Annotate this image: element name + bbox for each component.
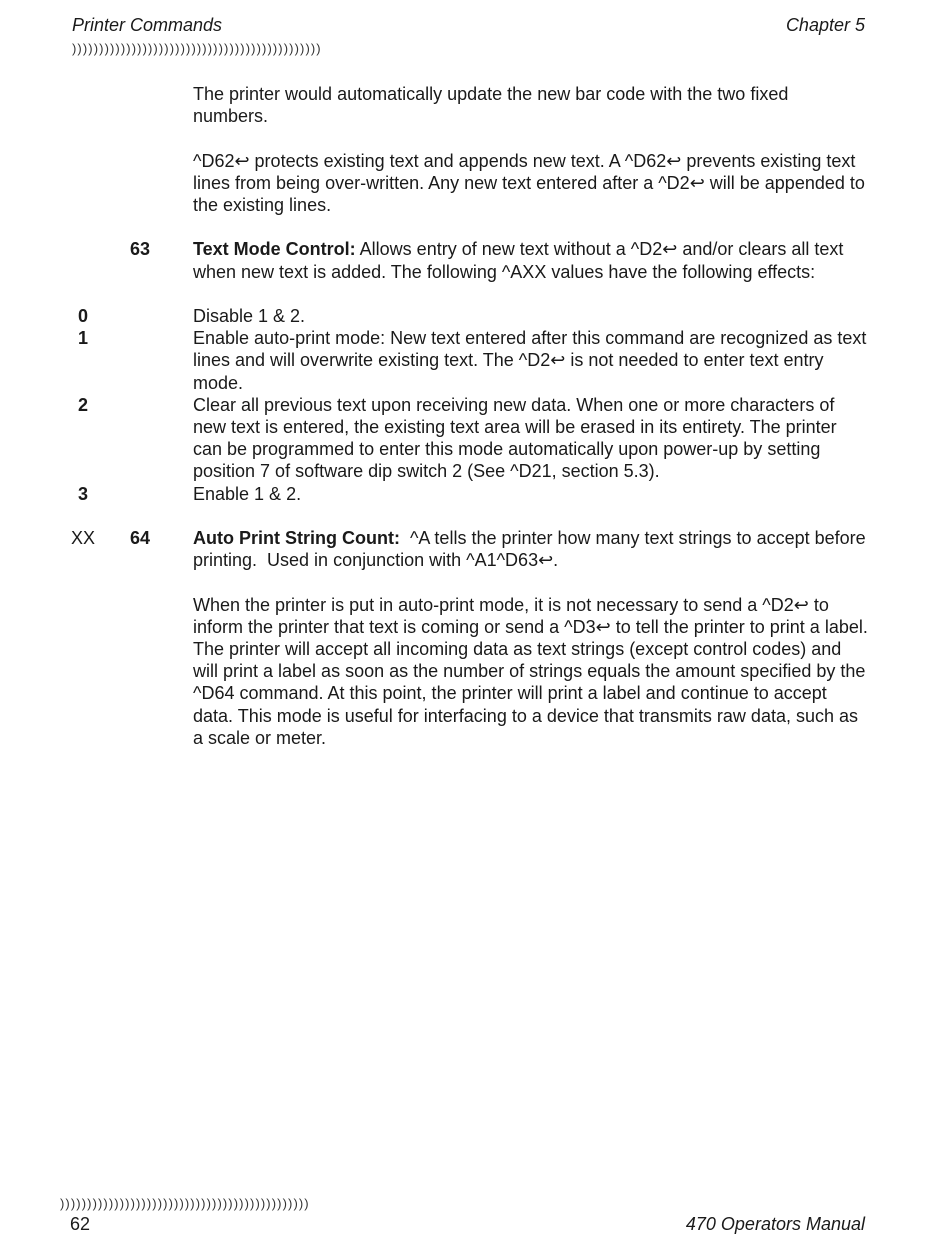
- command-number: 63: [130, 239, 151, 260]
- value-row: [0, 483, 950, 505]
- manual-title: 470 Operators Manual: [685, 1214, 865, 1234]
- value-row: [0, 305, 950, 327]
- value-key: 2: [77, 394, 88, 415]
- command-parameter: XX: [70, 528, 95, 548]
- chapter-label: Chapter 5: [785, 15, 865, 35]
- command-title: Text Mode Control:: [193, 239, 356, 260]
- value-key: 0: [77, 305, 88, 326]
- section-title: Printer Commands: [72, 15, 223, 35]
- command-title: Auto Print String Count:: [193, 528, 400, 548]
- value-text: Enable 1 & 2.: [193, 483, 302, 504]
- command-description: [193, 238, 868, 282]
- value-text: Clear all previous text upon receiving new data. When one or more characters of new text is entered, the existing text area will be erased in its entirety. The printer can be programmed to enter this mode automatically upon power-up by setting position 7 of software dip switch 2 (See ^D21, section 5.3).: [193, 394, 837, 482]
- page-body: [0, 83, 950, 749]
- value-text: Disable 1 & 2.: [193, 305, 306, 326]
- value-row: [0, 394, 950, 483]
- footer-rule: )))))))))))))))))))))))))))))))))))))))))))))): [60, 1196, 310, 1211]
- command-text: ^A tells the printer how many text strings to accept before printing. Used in conjunction with ^A1^D63↩.: [193, 528, 871, 571]
- page-number: 62: [70, 1214, 91, 1234]
- paragraph-intro-1: The printer would automatically update the new bar code with the two fixed numbers.: [193, 84, 789, 127]
- value-text: Enable auto-print mode: New text entered after this command are recognized as text lines and will overwrite existing text. The ^D2↩ is not needed to enter text entry mode.: [193, 328, 867, 393]
- value-row: [0, 327, 950, 394]
- paragraph-intro-2: ^D62↩ protects existing text and appends new text. A ^D62↩ prevents existing text lines from being over-written. Any new text entered after a ^D2↩ will be appended to the existing lines.: [193, 150, 865, 215]
- value-key: 3: [77, 483, 88, 504]
- paragraph-auto-print: When the printer is put in auto-print mode, it is not necessary to send a ^D2↩ to inform the printer that text is coming or send a ^D3↩ to tell the printer to print a label. The printer will accept all incoming data as text strings (except control codes) and will print a label as soon as the number of strings equals the amount specified by the ^D64 command. At this point, the printer will print a label and continue to accept data. This mode is useful for interfacing to a device that transmits raw data, such as a scale or meter.: [193, 594, 868, 748]
- command-63-entry: [0, 238, 950, 282]
- command-text: Allows entry of new text without a ^D2↩ and/or clears all text when new text is added. The following ^AXX values have the following effects:: [193, 239, 844, 282]
- command-number: 64: [130, 528, 151, 548]
- command-description: [193, 527, 871, 571]
- command-64-entry: [0, 527, 950, 571]
- value-key: 1: [77, 328, 88, 349]
- header-rule: )))))))))))))))))))))))))))))))))))))))))))))): [72, 41, 322, 56]
